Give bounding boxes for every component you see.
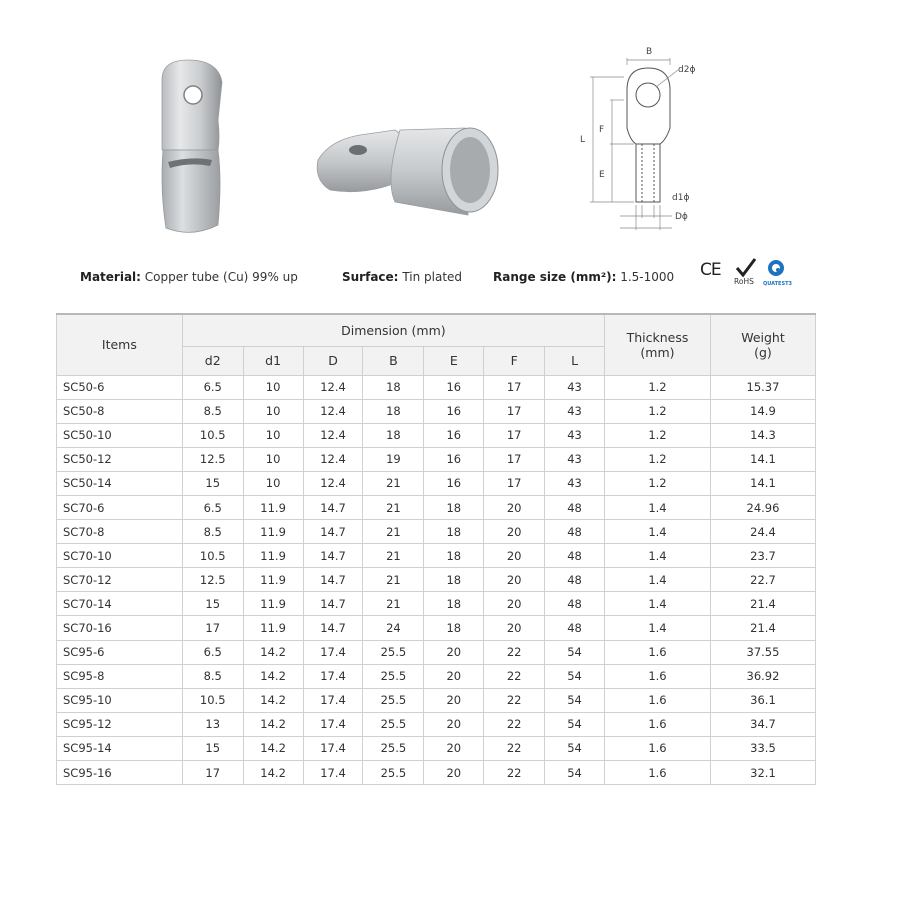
item-code-cell: SC50-10 bbox=[57, 423, 183, 447]
table-row bbox=[57, 640, 816, 664]
table-cell: 43 bbox=[545, 423, 605, 447]
table-cell: 8.5 bbox=[182, 520, 243, 544]
table-cell: 24.96 bbox=[710, 495, 815, 519]
table-cell: 1.6 bbox=[604, 761, 710, 785]
table-cell: 12.4 bbox=[303, 423, 363, 447]
table-cell: 1.2 bbox=[604, 471, 710, 495]
diagram-label-d2: d2ϕ bbox=[678, 65, 696, 75]
table-cell: 17 bbox=[484, 399, 545, 423]
table-cell: 11.9 bbox=[243, 495, 303, 519]
table-cell: 14.2 bbox=[243, 736, 303, 760]
table-cell: 20 bbox=[424, 664, 484, 688]
lug-front-photo bbox=[100, 20, 285, 255]
table-cell: 25.5 bbox=[363, 712, 424, 736]
table-cell: 16 bbox=[424, 399, 484, 423]
dimension-column-header: d2 bbox=[182, 346, 243, 375]
item-code-cell: SC70-10 bbox=[57, 544, 183, 568]
table-cell: 21 bbox=[363, 471, 424, 495]
table-cell: 17 bbox=[182, 761, 243, 785]
table-cell: 43 bbox=[545, 399, 605, 423]
table-cell: 14.2 bbox=[243, 688, 303, 712]
item-code-cell: SC50-6 bbox=[57, 375, 183, 399]
table-cell: 11.9 bbox=[243, 568, 303, 592]
table-cell: 17.4 bbox=[303, 761, 363, 785]
table-row bbox=[57, 399, 816, 423]
table-cell: 14.7 bbox=[303, 592, 363, 616]
table-cell: 25.5 bbox=[363, 640, 424, 664]
table-cell: 20 bbox=[424, 736, 484, 760]
table-cell: 20 bbox=[484, 520, 545, 544]
table-cell: 34.7 bbox=[710, 712, 815, 736]
table-cell: 1.6 bbox=[604, 640, 710, 664]
items-header: Items bbox=[57, 314, 183, 375]
table-cell: 14.7 bbox=[303, 616, 363, 640]
table-row bbox=[57, 447, 816, 471]
ce-mark-icon: CE bbox=[700, 260, 721, 280]
table-cell: 14.7 bbox=[303, 568, 363, 592]
table-cell: 16 bbox=[424, 375, 484, 399]
table-row bbox=[57, 423, 816, 447]
table-cell: 48 bbox=[545, 544, 605, 568]
table-cell: 17.4 bbox=[303, 688, 363, 712]
table-cell: 18 bbox=[424, 544, 484, 568]
item-code-cell: SC50-8 bbox=[57, 399, 183, 423]
table-cell: 23.7 bbox=[710, 544, 815, 568]
table-cell: 43 bbox=[545, 447, 605, 471]
table-cell: 18 bbox=[363, 399, 424, 423]
table-cell: 12.4 bbox=[303, 399, 363, 423]
dimension-column-header: F bbox=[484, 346, 545, 375]
table-cell: 14.7 bbox=[303, 520, 363, 544]
table-cell: 10.5 bbox=[182, 544, 243, 568]
table-cell: 22 bbox=[484, 761, 545, 785]
dimension-header: Dimension (mm) bbox=[182, 314, 604, 346]
diagram-label-d1: d1ϕ bbox=[672, 193, 690, 203]
table-cell: 54 bbox=[545, 736, 605, 760]
item-code-cell: SC95-10 bbox=[57, 688, 183, 712]
table-cell: 15 bbox=[182, 736, 243, 760]
table-cell: 15 bbox=[182, 471, 243, 495]
table-cell: 25.5 bbox=[363, 736, 424, 760]
table-cell: 24 bbox=[363, 616, 424, 640]
table-cell: 19 bbox=[363, 447, 424, 471]
table-row bbox=[57, 616, 816, 640]
rohs-label: RoHS bbox=[734, 277, 754, 286]
table-cell: 14.7 bbox=[303, 495, 363, 519]
table-cell: 48 bbox=[545, 568, 605, 592]
material-value: Copper tube (Cu) 99% up bbox=[144, 270, 298, 284]
table-cell: 37.55 bbox=[710, 640, 815, 664]
table-cell: 54 bbox=[545, 761, 605, 785]
table-cell: 16 bbox=[424, 471, 484, 495]
table-cell: 10.5 bbox=[182, 423, 243, 447]
table-cell: 12.4 bbox=[303, 375, 363, 399]
weight-header: Weight (g) bbox=[710, 314, 815, 375]
diagram-label-e: E bbox=[599, 170, 605, 180]
table-cell: 20 bbox=[424, 712, 484, 736]
table-cell: 16 bbox=[424, 447, 484, 471]
rohs-check-icon bbox=[733, 256, 759, 286]
range-spec bbox=[493, 270, 674, 284]
table-cell: 43 bbox=[545, 471, 605, 495]
range-label: Range size (mm²): bbox=[493, 270, 617, 284]
table-cell: 18 bbox=[363, 375, 424, 399]
table-row bbox=[57, 520, 816, 544]
surface-label: Surface: bbox=[342, 270, 399, 284]
table-cell: 22 bbox=[484, 736, 545, 760]
table-cell: 1.4 bbox=[604, 568, 710, 592]
table-cell: 18 bbox=[363, 423, 424, 447]
table-cell: 17.4 bbox=[303, 736, 363, 760]
lug-side-photo bbox=[300, 90, 515, 220]
table-cell: 36.1 bbox=[710, 688, 815, 712]
table-cell: 20 bbox=[484, 544, 545, 568]
table-cell: 21.4 bbox=[710, 616, 815, 640]
table-row bbox=[57, 761, 816, 785]
table-cell: 1.4 bbox=[604, 520, 710, 544]
table-cell: 1.6 bbox=[604, 712, 710, 736]
table-cell: 21 bbox=[363, 495, 424, 519]
table-cell: 14.2 bbox=[243, 761, 303, 785]
table-row bbox=[57, 664, 816, 688]
table-cell: 6.5 bbox=[182, 495, 243, 519]
table-cell: 10 bbox=[243, 375, 303, 399]
table-cell: 22 bbox=[484, 688, 545, 712]
table-cell: 14.1 bbox=[710, 471, 815, 495]
table-cell: 20 bbox=[484, 568, 545, 592]
table-cell: 48 bbox=[545, 495, 605, 519]
table-cell: 18 bbox=[424, 592, 484, 616]
table-cell: 1.6 bbox=[604, 736, 710, 760]
table-cell: 25.5 bbox=[363, 688, 424, 712]
item-code-cell: SC70-8 bbox=[57, 520, 183, 544]
dimension-column-header: D bbox=[303, 346, 363, 375]
table-cell: 1.6 bbox=[604, 688, 710, 712]
table-cell: 33.5 bbox=[710, 736, 815, 760]
table-cell: 6.5 bbox=[182, 640, 243, 664]
table-cell: 54 bbox=[545, 664, 605, 688]
table-cell: 43 bbox=[545, 375, 605, 399]
table-cell: 11.9 bbox=[243, 592, 303, 616]
table-cell: 11.9 bbox=[243, 616, 303, 640]
quatest-logo-icon bbox=[763, 258, 792, 288]
dimension-table bbox=[56, 313, 816, 785]
dimension-column-header: d1 bbox=[243, 346, 303, 375]
table-cell: 21 bbox=[363, 568, 424, 592]
table-cell: 1.4 bbox=[604, 592, 710, 616]
table-cell: 14.2 bbox=[243, 712, 303, 736]
diagram-label-l: L bbox=[580, 135, 586, 145]
dimension-column-header: B bbox=[363, 346, 424, 375]
table-cell: 11.9 bbox=[243, 520, 303, 544]
table-cell: 1.2 bbox=[604, 423, 710, 447]
table-cell: 15.37 bbox=[710, 375, 815, 399]
table-cell: 21 bbox=[363, 544, 424, 568]
table-cell: 12.5 bbox=[182, 568, 243, 592]
table-cell: 1.6 bbox=[604, 664, 710, 688]
table-cell: 14.2 bbox=[243, 664, 303, 688]
item-code-cell: SC95-16 bbox=[57, 761, 183, 785]
table-cell: 1.2 bbox=[604, 447, 710, 471]
table-cell: 54 bbox=[545, 712, 605, 736]
table-cell: 1.4 bbox=[604, 544, 710, 568]
dimension-column-header: L bbox=[545, 346, 605, 375]
table-row bbox=[57, 712, 816, 736]
table-cell: 13 bbox=[182, 712, 243, 736]
table-cell: 17 bbox=[484, 423, 545, 447]
quatest-label: QUATEST3 bbox=[763, 281, 792, 287]
table-cell: 20 bbox=[424, 640, 484, 664]
table-cell: 11.9 bbox=[243, 544, 303, 568]
table-cell: 20 bbox=[424, 688, 484, 712]
item-code-cell: SC70-14 bbox=[57, 592, 183, 616]
table-cell: 17.4 bbox=[303, 640, 363, 664]
table-cell: 18 bbox=[424, 568, 484, 592]
table-row bbox=[57, 544, 816, 568]
range-value: 1.5-1000 bbox=[620, 270, 675, 284]
table-cell: 8.5 bbox=[182, 399, 243, 423]
table-cell: 22 bbox=[484, 640, 545, 664]
table-cell: 22.7 bbox=[710, 568, 815, 592]
dimension-column-header: E bbox=[424, 346, 484, 375]
table-row bbox=[57, 688, 816, 712]
table-cell: 12.4 bbox=[303, 471, 363, 495]
material-label: Material: bbox=[80, 270, 141, 284]
table-cell: 48 bbox=[545, 616, 605, 640]
table-cell: 20 bbox=[484, 495, 545, 519]
table-cell: 1.4 bbox=[604, 495, 710, 519]
table-cell: 21 bbox=[363, 592, 424, 616]
item-code-cell: SC95-14 bbox=[57, 736, 183, 760]
table-cell: 6.5 bbox=[182, 375, 243, 399]
table-cell: 10 bbox=[243, 423, 303, 447]
table-cell: 1.2 bbox=[604, 375, 710, 399]
table-cell: 20 bbox=[484, 616, 545, 640]
table-cell: 17.4 bbox=[303, 664, 363, 688]
table-cell: 14.2 bbox=[243, 640, 303, 664]
table-cell: 10 bbox=[243, 447, 303, 471]
table-row bbox=[57, 568, 816, 592]
table-cell: 18 bbox=[424, 520, 484, 544]
diagram-label-d: Dϕ bbox=[675, 212, 688, 222]
item-code-cell: SC50-12 bbox=[57, 447, 183, 471]
table-cell: 20 bbox=[484, 592, 545, 616]
table-cell: 18 bbox=[424, 616, 484, 640]
table-row bbox=[57, 736, 816, 760]
item-code-cell: SC70-6 bbox=[57, 495, 183, 519]
thickness-header: Thickness (mm) bbox=[604, 314, 710, 375]
table-cell: 10.5 bbox=[182, 688, 243, 712]
item-code-cell: SC50-14 bbox=[57, 471, 183, 495]
table-cell: 14.7 bbox=[303, 544, 363, 568]
table-cell: 24.4 bbox=[710, 520, 815, 544]
table-row bbox=[57, 592, 816, 616]
table-row bbox=[57, 471, 816, 495]
table-cell: 21 bbox=[363, 520, 424, 544]
table-cell: 32.1 bbox=[710, 761, 815, 785]
surface-value: Tin plated bbox=[402, 270, 463, 284]
table-cell: 54 bbox=[545, 688, 605, 712]
item-code-cell: SC95-12 bbox=[57, 712, 183, 736]
table-cell: 22 bbox=[484, 712, 545, 736]
table-row bbox=[57, 375, 816, 399]
table-cell: 17 bbox=[484, 447, 545, 471]
table-cell: 48 bbox=[545, 520, 605, 544]
diagram-label-b: B bbox=[646, 47, 653, 57]
material-spec bbox=[80, 270, 298, 284]
table-cell: 12.4 bbox=[303, 447, 363, 471]
table-cell: 25.5 bbox=[363, 664, 424, 688]
table-cell: 21.4 bbox=[710, 592, 815, 616]
table-cell: 17 bbox=[182, 616, 243, 640]
item-code-cell: SC95-8 bbox=[57, 664, 183, 688]
surface-spec bbox=[342, 270, 462, 284]
table-cell: 14.1 bbox=[710, 447, 815, 471]
table-cell: 18 bbox=[424, 495, 484, 519]
table-cell: 36.92 bbox=[710, 664, 815, 688]
table-cell: 14.3 bbox=[710, 423, 815, 447]
table-cell: 1.2 bbox=[604, 399, 710, 423]
table-cell: 1.4 bbox=[604, 616, 710, 640]
table-cell: 12.5 bbox=[182, 447, 243, 471]
table-body bbox=[57, 375, 816, 785]
table-cell: 8.5 bbox=[182, 664, 243, 688]
item-code-cell: SC95-6 bbox=[57, 640, 183, 664]
table-cell: 54 bbox=[545, 640, 605, 664]
table-cell: 22 bbox=[484, 664, 545, 688]
table-cell: 17 bbox=[484, 375, 545, 399]
table-cell: 17 bbox=[484, 471, 545, 495]
table-cell: 14.9 bbox=[710, 399, 815, 423]
table-cell: 15 bbox=[182, 592, 243, 616]
table-cell: 10 bbox=[243, 399, 303, 423]
item-code-cell: SC70-16 bbox=[57, 616, 183, 640]
table-cell: 25.5 bbox=[363, 761, 424, 785]
table-cell: 16 bbox=[424, 423, 484, 447]
table-cell: 10 bbox=[243, 471, 303, 495]
item-code-cell: SC70-12 bbox=[57, 568, 183, 592]
table-cell: 48 bbox=[545, 592, 605, 616]
lug-dimension-diagram bbox=[560, 40, 720, 240]
table-row bbox=[57, 495, 816, 519]
table-cell: 17.4 bbox=[303, 712, 363, 736]
diagram-label-f: F bbox=[599, 125, 605, 135]
table-cell: 20 bbox=[424, 761, 484, 785]
